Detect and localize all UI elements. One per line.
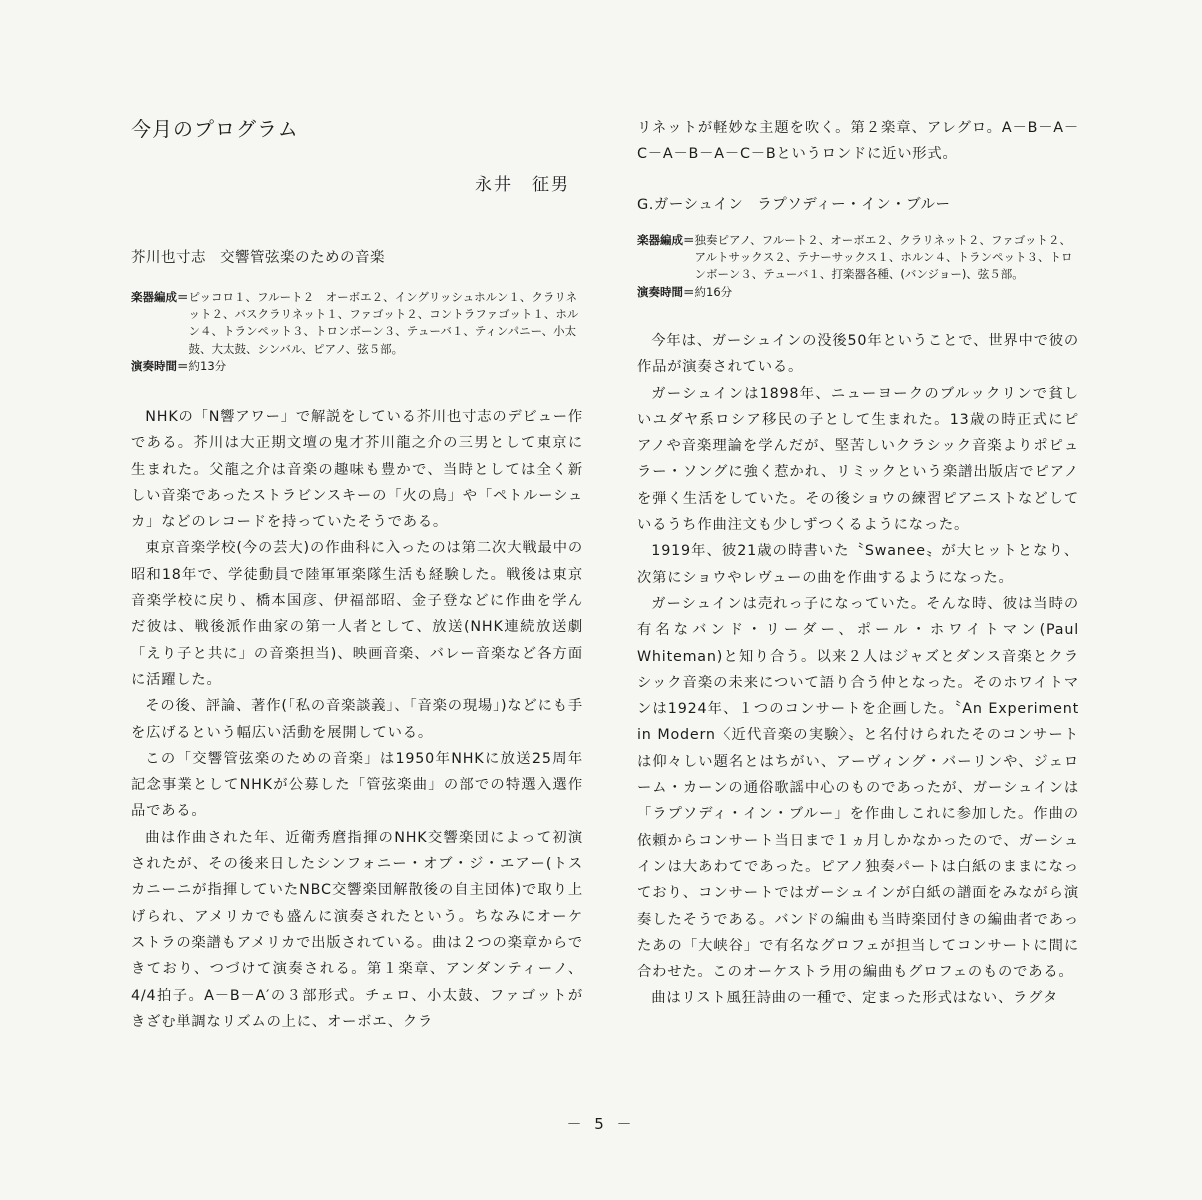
- paragraph: その後、評論、著作(「私の音楽談義」、「音楽の現場」)などにも手を広げるという幅広い活動を展開している。: [131, 698, 583, 741]
- work1-body: [131, 404, 583, 1035]
- duration-value: 約13分: [188, 358, 227, 373]
- paragraph: NHKの「N響アワー」で解説をしている芥川也寸志のデビュー作である。芥川は大正期文壇の鬼才芥川龍之介の三男として東京に生まれた。父龍之介は音楽の趣味も豊かで、当時としては全く新しい音楽であったストラビンスキーの「火の鳥」や「ペトルーシュカ」などのレコードを持っていたそうである。: [131, 409, 583, 531]
- paragraph: この「交響管弦楽のための音楽」は1950年NHKに放送25周年記念事業としてNHKが公募した「管弦楽曲」の部での特選入選作品である。: [131, 750, 583, 820]
- duration-label: 演奏時間＝: [637, 284, 695, 299]
- instrumentation-label: 楽器編成＝: [131, 290, 189, 304]
- work1-composer: 芥川也寸志: [131, 250, 206, 266]
- paragraph: 曲はリスト風狂詩曲の一種で、定まった形式はない、ラグタ: [651, 990, 1059, 1007]
- work2-heading: [637, 193, 951, 214]
- instrumentation-value: 独奏ピアノ、フルート２、オーボエ２、クラリネット２、ファゴット２、アルトサックス２、テナーサックス１、ホルン４、トランペット３、トロンボーン３、テューバ１、打楽器各種、(バンジョー)、弦５部。: [694, 233, 1073, 282]
- paragraph: ガーシュインは1898年、ニューヨークのブルックリンで貧しいユダヤ系ロシア移民の子として生まれた。13歳の時正式にピアノや音楽理論を学んだが、堅苦しいクラシック音楽よりポピュラー・ソングに強く惹かれ、リミックという楽譜出版店でピアノを弾く生活をしていた。その後ショウの練習ピアニストなどしているうち作曲注文も少しずつくるようになった。: [637, 385, 1079, 534]
- work2-title: ラプソディー・イン・ブルー: [757, 197, 951, 213]
- paragraph: ガーシュインは売れっ子になっていた。そんな時、彼は当時の有名なバンド・リーダー、ポール・ホワイトマン(Paul Whiteman)と知り合う。以来２人はジャズとダンス音楽とクラシック音楽の未来について語り合う仲となった。そのホワイトマンは1924年、１つのコンサートを企画した。〝An Experiment in Modern〈近代音楽の実験〉〟と名付けられたそのコンサートは仰々しい題名とはちがい、アーヴィング・バーリンや、ジェローム・カーンの通俗歌謡中心のものであったが、ガーシュインは「ラプソディ・イン・ブルー」を作曲しこれに参加した。作曲の依頼からコンサート当日まで１ヵ月しかなかったので、ガーシュインは大あわてであった。ピアノ独奏パートは白紙のままになっており、コンサートではガーシュインが白紙の譜面をみながら演奏したそうである。バンドの編曲も当時楽団付きの編曲者であったあの「大峡谷」で有名なグロフェが担当してコンサートに間に合わせた。このオーケストラ用の編曲もグロフェのものである。: [637, 595, 1079, 981]
- paragraph: リネットが軽妙な主題を吹く。第２楽章、アレグロ。A－B－A－C－A－B－A－C－Bというロンドに近い形式。: [637, 120, 1079, 163]
- paragraph: 東京音楽学校(今の芸大)の作曲科に入ったのは第二次大戦最中の昭和18年で、学徒動員で陸軍軍楽隊生活も経験した。戦後は東京音楽学校に戻り、橋本国彦、伊福部昭、金子登などに作曲を学んだ彼は、戦後派作曲家の第一人者として、放送(NHK連続放送劇「えり子と共に」の音楽担当)、映画音楽、バレー音楽など各方面に活躍した。: [131, 540, 583, 688]
- paragraph: 曲は作曲された年、近衛秀麿指揮のNHK交響楽団によって初演されたが、その後来日したシンフォニー・オブ・ジ・エアー(トスカニーニが指揮していたNBC交響楽団解散後の自主団体)で取り上げられ、アメリカでも盛んに演奏されたという。ちなみにオーケストラの楽譜もアメリカで出版されている。曲は２つの楽章からできており、つづけて演奏される。第１楽章、アンダンティーノ、4/4拍子。A－B－A′の３部形式。チェロ、小太鼓、ファゴットがきざむ単調なリズムの上に、オーボエ、クラ: [131, 829, 583, 1030]
- work1-title: 交響管弦楽のための音楽: [220, 250, 385, 266]
- instrumentation-value: ピッコロ１、フルート２ オーボエ２、イングリッシュホルン１、クラリネット２、バスクラリネット１、ファゴット２、コントラファゴット１、ホルン４、トランペット３、トロンボーン３、テューバ１、ティンパニー、小太鼓、大太鼓、シンバル、ピアノ、弦５部。: [188, 290, 579, 356]
- work2-composer: G.ガーシュイン: [637, 197, 744, 213]
- page-title: 今月のプログラム: [131, 117, 299, 141]
- work1-body-continued: [637, 115, 1079, 168]
- paragraph: 今年は、ガーシュインの没後50年ということで、世界中で彼の作品が演奏されている。: [637, 333, 1079, 376]
- duration-value: 約16分: [694, 284, 733, 299]
- duration-label: 演奏時間＝: [131, 358, 189, 373]
- work1-heading: [131, 246, 385, 267]
- work2-body: [637, 328, 1079, 1012]
- work2-spec: [637, 232, 1079, 301]
- instrumentation-label: 楽器編成＝: [637, 233, 695, 247]
- paragraph: 1919年、彼21歳の時書いた〝Swanee〟が大ヒットとなり、次第にショウやレヴューの曲を作曲するようになった。: [637, 543, 1079, 586]
- author-name: 永井 征男: [475, 175, 570, 195]
- work1-spec: [131, 289, 583, 375]
- page-number: － 5 －: [566, 1115, 636, 1133]
